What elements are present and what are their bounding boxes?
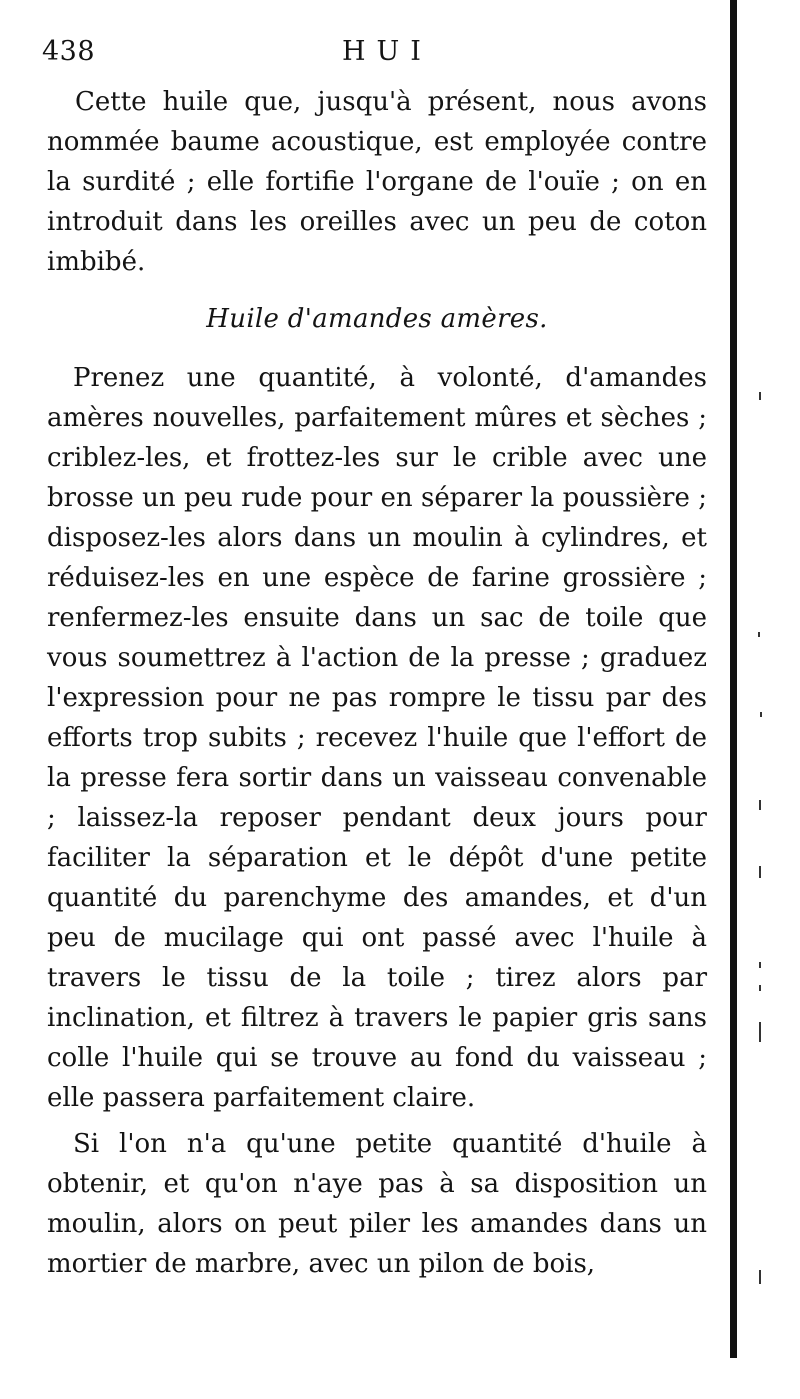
scan-speck	[759, 392, 761, 400]
paragraph: Si l'on n'a qu'une petite quantité d'huile à obtenir, et qu'on n'aye pas à sa disposition un moulin, alors on peut piler les amandes dans un mortier de marbre, avec un pilon de bois,	[47, 1129, 707, 1279]
page-number: 438	[42, 36, 96, 67]
paragraph: Cette huile que, jusqu'à présent, nous avons nommée baume acoustique, est employée contre la surdité ; elle fortifie l'organe de l'ouïe ; on en introduit dans les oreilles avec un peu de coton imbibé.	[47, 87, 707, 277]
scan-speck	[759, 962, 761, 968]
binding-edge-rule	[730, 0, 737, 1358]
running-head: HUI	[342, 36, 432, 67]
scan-speck	[759, 866, 761, 878]
page-header	[42, 36, 702, 80]
paragraph: Prenez une quantité, à volonté, d'amandes amères nouvelles, parfaitement mûres et sèches ; criblez-les, et frottez-les sur le crible avec une brosse un peu rude pour en séparer la poussière ; disposez-les alors dans un moulin à cylindres, et réduisez-les en une espèce de farine grossière ; renfermez-les ensuite dans un sac de toile que vous soumettrez à l'action de la presse ; graduez l'expression pour ne pas rompre le tissu par des efforts trop subits ; recevez l'huile que l'effort de la presse fera sortir dans un vaisseau convenable ; laissez-la reposer pendant deux jours pour faciliter la séparation et le dépôt d'une petite quantité du parenchyme des amandes, et d'un peu de mucilage qui ont passé avec l'huile à travers le tissu de la toile ; tirez alors par inclination, et filtrez à travers le papier gris sans colle l'huile qui se trouve au fond du vaisseau ; elle passera parfaitement claire.	[47, 363, 707, 1113]
scan-speck	[759, 985, 761, 991]
body-text	[47, 82, 707, 1284]
scan-speck	[759, 1270, 761, 1284]
scan-speck	[759, 1022, 761, 1042]
section-title: Huile d'amandes amères.	[206, 304, 548, 334]
scan-speck	[760, 712, 762, 717]
scan-speck	[759, 800, 761, 810]
scan-speck	[758, 632, 760, 637]
